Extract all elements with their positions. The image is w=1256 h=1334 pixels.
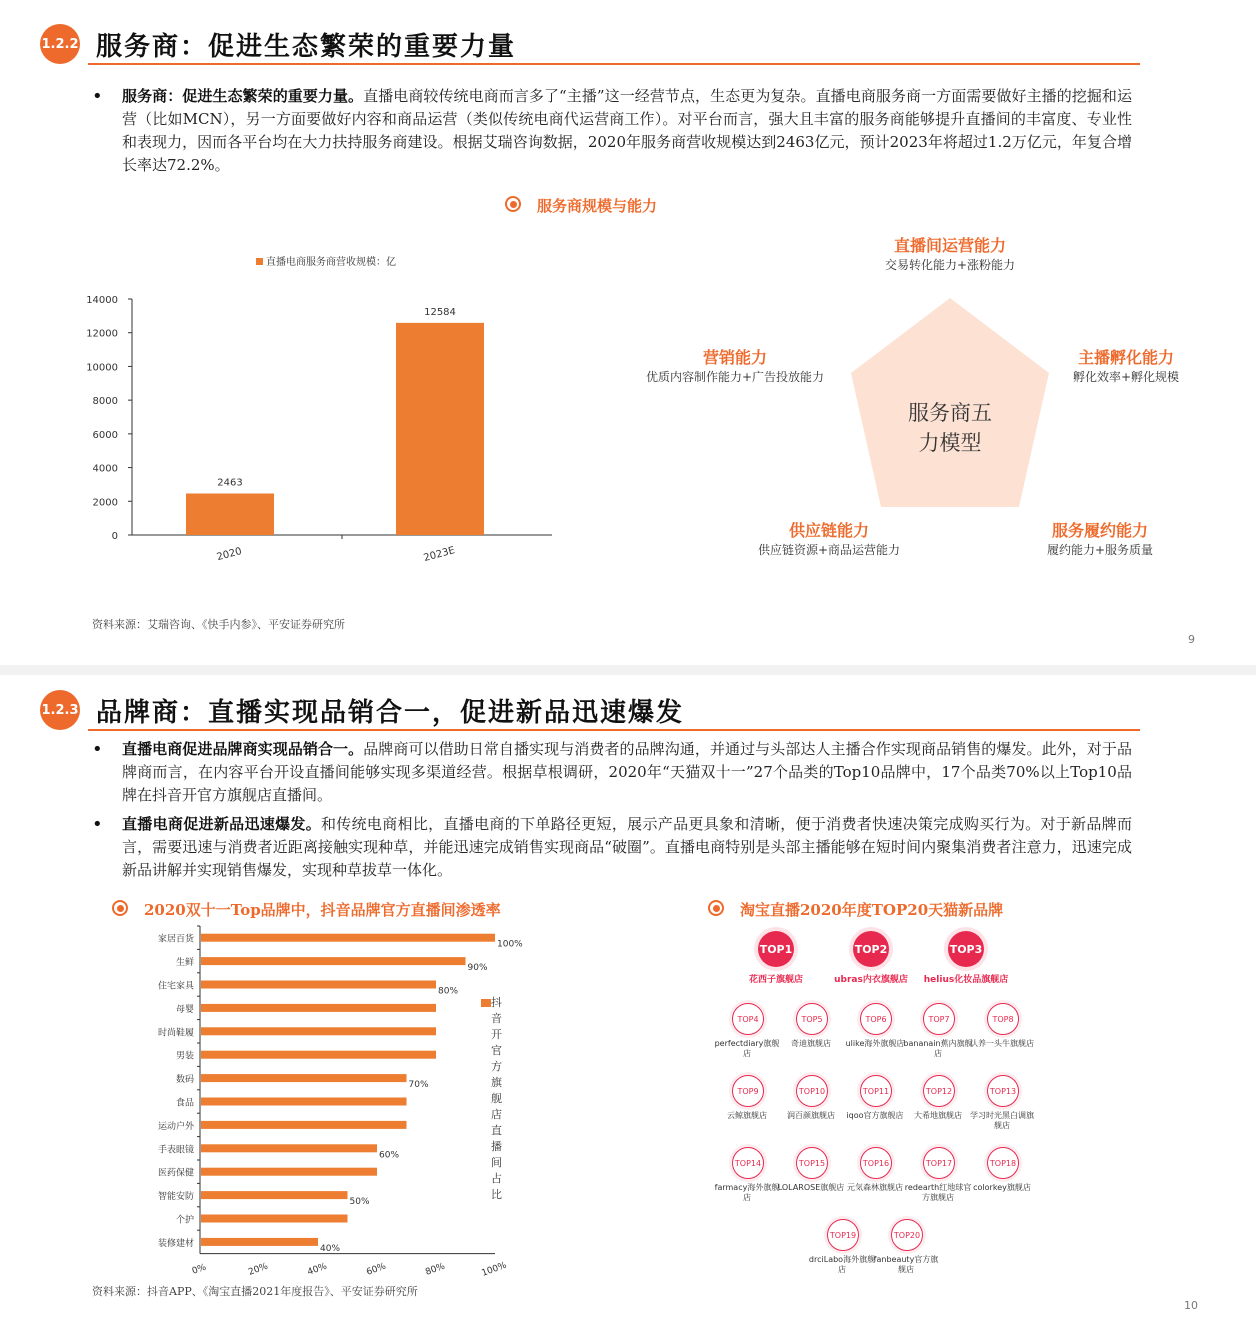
- bullet-text: 品牌商可以借助日常自播实现与消费者的品牌沟通，并通过与头部达人主播合作实现商品销售的爆发。此外，对于品牌商而言，在内容平台开设直播间能够实现多渠道经营。根据草根调研，2020年“天猫双十一”27个品类的Top10品牌中，17个品类70%以上Top10品牌在抖音开官方旗舰店直播间。: [122, 740, 1132, 804]
- brand-rank-badge: TOP10: [796, 1075, 828, 1107]
- data-label: 70%: [408, 1080, 429, 1091]
- data-label: 60%: [379, 1150, 400, 1161]
- data-label: 90%: [467, 963, 488, 974]
- y-tick-label: 时尚鞋履: [157, 1028, 194, 1039]
- brand-name: 花西子旗舰店: [748, 975, 803, 985]
- bar: [201, 1238, 318, 1246]
- pentagon-bottom-right-title: 服务履约能力: [1051, 521, 1148, 540]
- y-tick-label: 智能安防: [157, 1192, 194, 1203]
- y-tick-label: 生鲜: [175, 958, 194, 969]
- brand-rank-badge: TOP19: [827, 1219, 859, 1251]
- brand-name: redearth红地球官方旗舰店: [904, 1183, 972, 1202]
- data-label: 50%: [349, 1197, 370, 1208]
- y-tick-label: 医药保健: [157, 1168, 194, 1179]
- figure-caption: 服务商规模与能力: [537, 197, 658, 215]
- y-tick-label: 个护: [175, 1215, 194, 1226]
- page-number: 9: [1188, 633, 1195, 646]
- bullet-lead: 直播电商促进新品迅速爆发。: [122, 815, 321, 833]
- brand-rank-badge: TOP9: [732, 1075, 764, 1107]
- bar: [201, 957, 466, 965]
- brand-name: 云鲸旗舰店: [727, 1111, 767, 1120]
- bar: [201, 1215, 348, 1223]
- x-tick-label: 2020: [215, 545, 244, 564]
- bullet-paragraph: [122, 813, 1132, 882]
- y-tick-label: 手表眼镜: [157, 1145, 194, 1156]
- y-tick-label: 8000: [92, 396, 118, 408]
- y-tick-label: 10000: [86, 362, 118, 374]
- legend-swatch: [481, 999, 491, 1007]
- brand-rank-badge: TOP16: [860, 1147, 892, 1179]
- bar: [201, 1121, 407, 1129]
- brand-name: ubras内衣旗舰店: [834, 975, 908, 985]
- section-title: 服务商：促进生态繁荣的重要力量: [96, 32, 517, 62]
- target-icon: [708, 900, 724, 916]
- y-tick-label: 14000: [86, 295, 118, 306]
- target-icon: [112, 900, 128, 916]
- bar: [201, 1098, 407, 1106]
- brand-rank-badge: TOP11: [860, 1075, 892, 1107]
- bullet-paragraph: [122, 85, 1132, 177]
- bar: [201, 1004, 436, 1012]
- data-label: 80%: [438, 986, 459, 997]
- y-tick-label: 12000: [86, 328, 118, 340]
- title-underline: [88, 63, 1140, 65]
- source-note: 资料来源：艾瑞咨询、《快手内参》、平安证券研究所: [92, 618, 345, 631]
- y-tick-label: 运动户外: [157, 1121, 194, 1132]
- brand-rank-badge: TOP13: [987, 1075, 1019, 1107]
- y-tick-label: 食品: [175, 1098, 194, 1109]
- x-tick-label: 80%: [424, 1261, 447, 1278]
- y-tick-label: 6000: [92, 429, 118, 441]
- title-underline: [88, 729, 1140, 731]
- target-icon: [505, 196, 521, 212]
- x-tick-label: 0%: [190, 1262, 208, 1277]
- penetration-bar-chart: [140, 922, 523, 1279]
- brand-name: LOLAROSE旗舰店: [777, 1183, 845, 1192]
- pentagon-top-title: 直播间运营能力: [893, 236, 1006, 255]
- y-tick-label: 4000: [92, 463, 118, 475]
- data-label: 12584: [424, 306, 456, 318]
- left-figure-caption: 2020双十一Top品牌中，抖音品牌官方直播间渗透率: [144, 901, 501, 919]
- bullet-lead: 直播电商促进品牌商实现品销合一。: [122, 740, 364, 758]
- brand-name: 学习时光黑白调旗舰店: [970, 1111, 1034, 1130]
- brand-name: 润百颜旗舰店: [787, 1111, 835, 1120]
- pentagon-center-label: 服务商五 力模型: [908, 401, 992, 455]
- y-tick-label: 2000: [92, 497, 118, 509]
- y-tick-label: 母婴: [175, 1004, 194, 1015]
- legend-label: 直播电商服务商营收规模：亿: [266, 257, 396, 268]
- brand-rank-badge: TOP6: [860, 1003, 892, 1035]
- section-number-badge: 1.2.3: [40, 690, 80, 730]
- right-figure-caption: 淘宝直播2020年度TOP20天猫新品牌: [740, 901, 1004, 919]
- x-tick-label: 20%: [247, 1261, 270, 1278]
- bar: [201, 1191, 348, 1199]
- pentagon-bottom-left-sub: 供应链资源+商品运营能力: [757, 543, 901, 557]
- brand-rank-badge: TOP1: [758, 931, 794, 967]
- bullet-text: 和传统电商相比，直播电商的下单路径更短，展示产品更具象和清晰，便于消费者快速决策完成购买行为。对于新品牌而言，需要迅速与消费者近距离接触实现种草，并能迅速完成销售实现商品“破圈”。直播电商特别是头部主播能够在短时间内聚集消费者注意力，迅速完成新品讲解并实现销售爆发，实现种草拔草一体化。: [122, 815, 1132, 879]
- brand-name: iqoo官方旗舰店: [846, 1111, 904, 1120]
- brand-name: 大希地旗舰店: [914, 1111, 962, 1120]
- pentagon-bottom-left-title: 供应链能力: [788, 521, 869, 540]
- legend-swatch: [256, 258, 263, 265]
- brand-rank-badge: TOP5: [796, 1003, 828, 1035]
- brand-name: bananain蕉内旗舰店: [903, 1039, 973, 1058]
- brand-rank-badge: TOP20: [891, 1219, 923, 1251]
- brand-name: colorkey旗舰店: [973, 1183, 1031, 1192]
- x-tick-label: 60%: [365, 1261, 388, 1278]
- data-label: 100%: [497, 939, 523, 950]
- revenue-bar-chart: [80, 245, 570, 575]
- x-tick-label: 2023E: [422, 545, 457, 565]
- bullet-text: 直播电商较传统电商而言多了“主播”这一经营节点，生态更为复杂。直播电商服务商一方面需要做好主播的挖掘和运营（比如MCN），另一方面要做好内容和商品运营（类似传统电商代运营商工作）。对平台而言，强大且丰富的服务商能够提升直播间的丰富度、专业性和表现力，因而各平台均在大力扶持服务商建设。根据艾瑞咨询数据，2020年服务商营收规模达到2463亿元，预计2023年将超过1.2万亿元，年复合增长率达72.2%。: [122, 87, 1132, 174]
- brand-rank-badge: TOP4: [732, 1003, 764, 1035]
- x-tick-label: 40%: [306, 1261, 329, 1278]
- brand-rank-badge: TOP7: [923, 1003, 955, 1035]
- brand-grid: [700, 925, 1080, 1285]
- brand-name: drciLabo海外旗舰店: [808, 1255, 876, 1274]
- brand-name: perfectdiary旗舰店: [714, 1039, 780, 1058]
- brand-rank-badge: TOP2: [853, 931, 889, 967]
- bar: [201, 1168, 377, 1176]
- pentagon-right-title: 主播孵化能力: [1077, 348, 1174, 367]
- bar: [201, 1144, 377, 1152]
- y-tick-label: 装修建材: [157, 1238, 194, 1249]
- bar: [201, 934, 495, 942]
- data-label: 2463: [217, 477, 243, 489]
- brand-rank-badge: TOP3: [948, 931, 984, 967]
- pentagon-bottom-right-sub: 履约能力+服务质量: [1046, 543, 1154, 557]
- section-title: 品牌商：直播实现品销合一，促进新品迅速爆发: [96, 698, 685, 728]
- bar: [201, 1027, 436, 1035]
- y-tick-label: 0: [111, 531, 118, 542]
- source-note: 资料来源：抖音APP、《淘宝直播2021年度报告》、平安证券研究所: [92, 1285, 418, 1298]
- legend-label: 抖音开官方旗舰店直播间占比: [491, 996, 502, 1201]
- brand-rank-badge: TOP14: [732, 1147, 764, 1179]
- brand-rank-badge: TOP17: [923, 1147, 955, 1179]
- data-label: 40%: [320, 1243, 341, 1254]
- bar: [201, 1074, 407, 1082]
- page-number: 10: [1184, 1299, 1198, 1312]
- brand-name: 奇迪旗舰店: [791, 1039, 831, 1048]
- brand-name: 元気森林旗舰店: [847, 1183, 903, 1192]
- brand-name: helius化妆品旗舰店: [923, 975, 1009, 985]
- pentagon-top-sub: 交易转化能力+涨粉能力: [884, 258, 1016, 272]
- brand-rank-badge: TOP8: [987, 1003, 1019, 1035]
- brand-rank-badge: TOP15: [796, 1147, 828, 1179]
- section-number-badge: 1.2.2: [40, 24, 80, 64]
- pentagon-left-sub: 优质内容制作能力+广告投放能力: [645, 370, 825, 384]
- y-tick-label: 家居百货: [157, 934, 194, 945]
- pentagon-right-sub: 孵化效率+孵化规模: [1072, 370, 1180, 384]
- brand-name: farmacy海外旗舰店: [714, 1183, 780, 1202]
- brand-name: 认养一头牛旗舰店: [970, 1039, 1034, 1048]
- x-tick-label: 100%: [480, 1260, 509, 1279]
- y-tick-label: 数码: [175, 1075, 194, 1086]
- bar: [201, 981, 436, 989]
- bullet-dot: •: [92, 814, 103, 835]
- bar: [201, 1051, 436, 1059]
- bullet-lead: 服务商：促进生态繁荣的重要力量。: [122, 87, 364, 105]
- y-tick-label: 住宅家具: [157, 981, 194, 992]
- bar: [186, 493, 274, 535]
- brand-rank-badge: TOP18: [987, 1147, 1019, 1179]
- bullet-dot: •: [92, 739, 103, 760]
- brand-name: ulike海外旗舰店: [845, 1039, 905, 1048]
- bullet-paragraph: [122, 738, 1132, 807]
- bar: [396, 323, 484, 535]
- brand-rank-badge: TOP12: [923, 1075, 955, 1107]
- pentagon-left-title: 营销能力: [702, 348, 767, 367]
- y-tick-label: 男装: [175, 1051, 194, 1062]
- page-divider: [0, 665, 1256, 675]
- brand-name: fanbeauty官方旗舰店: [873, 1255, 939, 1274]
- bullet-dot: •: [92, 86, 103, 107]
